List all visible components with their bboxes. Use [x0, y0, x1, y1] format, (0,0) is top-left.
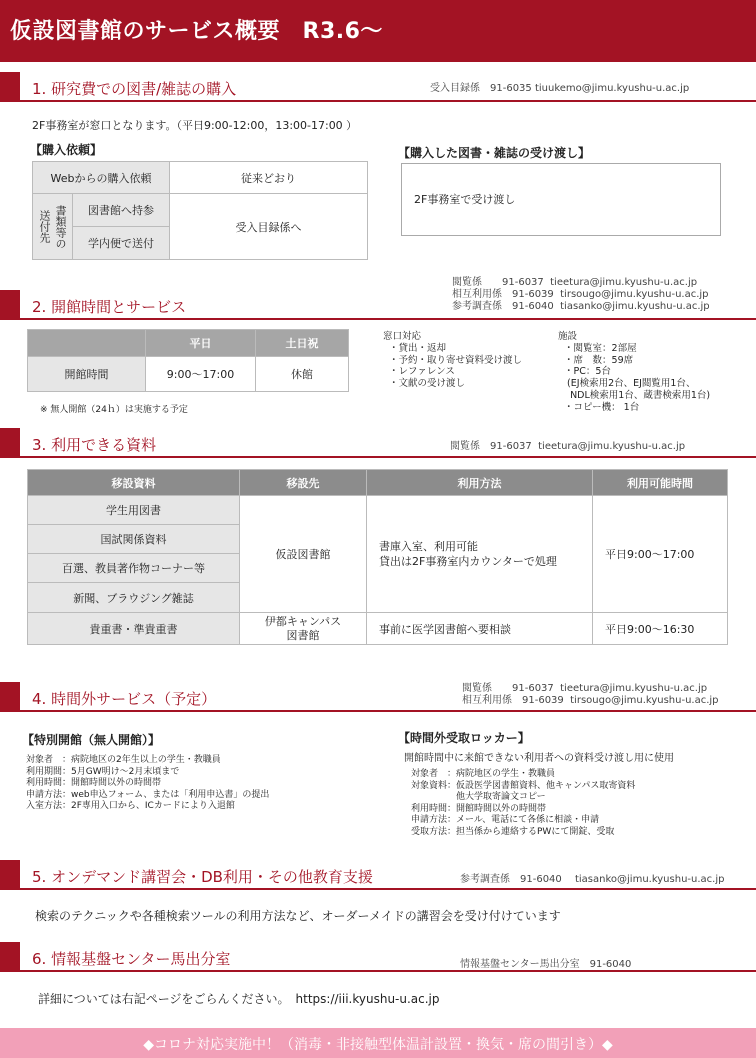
dest-ito-library — [240, 613, 367, 645]
materials-col-method: 利用方法 — [367, 470, 593, 496]
footer-text: ◆コロナ対応実施中！（消毒・非接触型体温計設置・換気・席の間引き）◆ — [143, 1037, 613, 1053]
section-3-contact: 閲覧係 91-6037 tieetura@jimu.kyushu-u.ac.jp — [450, 441, 686, 452]
weekday-hours: 9:00～17:00 — [146, 357, 256, 392]
section-6-marker — [0, 942, 20, 972]
materials-col-time: 利用可能時間 — [593, 470, 728, 496]
material-item: 国試関係資料 — [28, 525, 240, 554]
hours-table — [27, 329, 349, 392]
section-3-title: 3. 利用できる資料 — [32, 436, 157, 454]
section-2-rule — [20, 318, 756, 320]
section-1-title: 1. 研究費での図書/雑誌の購入 — [32, 80, 237, 98]
counter-services: 窓口対応 ・貸出・返却 ・予約・取り寄せ資料受け渡し ・レファレンス ・文献の受け渡し — [383, 331, 523, 390]
dest-label-col1: 送付先 — [38, 210, 51, 243]
method-line-2: 貸出は2F事務室内カウンターで処理 — [379, 555, 557, 568]
section-6-contact: 情報基盤センター馬出分室 91-6040 — [460, 959, 632, 970]
section-4-title: 4. 時間外サービス（予定） — [32, 690, 217, 708]
section-1-rule — [20, 100, 756, 102]
section-3-marker — [0, 428, 20, 458]
dest-label-cell — [33, 194, 73, 260]
method-line-1: 書庫入室、利用可能 — [379, 540, 478, 553]
time-temp-library: 平日9:00～17:00 — [593, 496, 728, 613]
rare-books: 貴重書・準貴重書 — [28, 613, 240, 645]
section-3-rule — [20, 456, 756, 458]
special-opening-details: 対象者 ：病院地区の2年生以上の学生・教職員 利用期間：5月GW明け～2月末頃まで 利用時間：開館時間以外の時間帯 申請方法：web申込フォーム、または「利用申込書」の提出 入室方法：2F専用入口から、ICカードにより入退館 — [26, 755, 270, 811]
facilities: 施設 ・閲覧室：2部屋 ・席 数：59席 ・PC：5台 (EJ検索用2台、EJ閲覧用1台、 NDL検索用1台、蔵書検索用1台) ・コピー機： 1台 — [558, 331, 711, 413]
dest-label-col2: 書類等の — [54, 204, 67, 249]
unmanned-note: ※ 無人開館（24ｈ）は実施する予定 — [40, 405, 188, 415]
bring-in-label: 図書館へ持参 — [73, 194, 170, 227]
material-item: 百選、教員著作物コーナー等 — [28, 554, 240, 583]
section-5-rule — [20, 888, 756, 890]
section-1-contact: 受入目録係 91-6035 tiuukemo@jimu.kyushu-u.ac.jp — [430, 83, 690, 94]
special-opening-title: 【特別開館（無人開館）】 — [22, 733, 161, 747]
section-6-body: 詳細については右記ページをごらんください。 https://iii.kyushu-u.ac.jp — [38, 992, 440, 1006]
section-4-contact: 閲覧係 91-6037 tieetura@jimu.kyushu-u.ac.jp 相互利用係 91-6039 tirsougo@jimu.kyushu-u.ac.jp — [462, 683, 719, 706]
materials-col-dest: 移設先 — [240, 470, 367, 496]
section-2-marker — [0, 290, 20, 320]
hours-row-label: 開館時間 — [28, 357, 146, 392]
purchase-table — [32, 161, 368, 260]
same-as-before: 従来どおり — [170, 162, 368, 194]
section-5-contact: 参考調査係 91-6040 tiasanko@jimu.kyushu-u.ac.jp — [460, 874, 725, 885]
locker-lead: 開館時間中に来館できない利用者への資料受け渡し用に使用 — [404, 753, 674, 764]
material-item: 学生用図書 — [28, 496, 240, 525]
campus-mail-label: 学内便で送付 — [73, 227, 170, 260]
dest-ito-line-2: 図書館 — [286, 628, 320, 642]
section-5-body: 検索のテクニックや各種検索ツールの利用方法など、オーダーメイドの講習会を受け付けています — [35, 909, 561, 923]
page-title: 仮設図書館のサービス概要 R3.6～ — [10, 19, 383, 44]
method-rare: 事前に医学図書館へ要相談 — [367, 613, 593, 645]
dest-ito-line-1: 伊都キャンパス — [264, 614, 342, 628]
material-item: 新聞、ブラウジング雑誌 — [28, 583, 240, 613]
section-4-marker — [0, 682, 20, 712]
delivery-text: 2F事務室で受け渡し — [414, 193, 516, 206]
section-1-intro: 2F事務室が窓口となります。（平日9:00-12:00，13:00-17:00 ） — [32, 119, 358, 132]
locker-details: 対象者 ：病院地区の学生・教職員 対象資料：仮設医学図書館資料、他キャンパス取寄資料 他大学取寄論文コピー 利用時間：開館時間以外の時間帯 申請方法：メール、電話にて各係に相談・申請 受取方法：担当係から連絡するPWにて開錠、受取 — [411, 769, 636, 837]
delivery-title: 【購入した図書・雑誌の受け渡し】 — [398, 146, 591, 160]
hours-col-weekday: 平日 — [146, 330, 256, 357]
hours-table-corner — [28, 330, 146, 357]
dest-temp-library: 仮設図書館 — [240, 496, 367, 613]
section-2-title: 2. 開館時間とサービス — [32, 298, 187, 316]
section-5-marker — [0, 860, 20, 890]
section-1-marker — [0, 72, 20, 102]
web-request-label: Webからの購入依頼 — [33, 162, 170, 194]
section-5-title: 5. オンデマンド講習会・DB利用・その他教育支援 — [32, 868, 373, 886]
section-2-contact: 閲覧係 91-6037 tieetura@jimu.kyushu-u.ac.jp 相互利用係 91-6039 tirsougo@jimu.kyushu-u.ac.jp 参考調査係 91-6040 tiasanko@jimu.kyushu-u.ac.jp — [452, 277, 710, 312]
locker-title: 【時間外受取ロッカー】 — [398, 731, 530, 745]
section-6-title: 6. 情報基盤センター馬出分室 — [32, 950, 231, 968]
materials-table — [27, 469, 728, 645]
method-temp-library — [367, 496, 593, 613]
purchase-request-title: 【購入依頼】 — [30, 143, 103, 157]
section-6-rule — [20, 970, 756, 972]
hours-col-weekend: 土日祝 — [256, 330, 349, 357]
section-4-rule — [20, 710, 756, 712]
weekend-hours: 休館 — [256, 357, 349, 392]
materials-col-material: 移設資料 — [28, 470, 240, 496]
time-rare: 平日9:00～16:30 — [593, 613, 728, 645]
to-acquisitions: 受入目録係へ — [170, 194, 368, 260]
